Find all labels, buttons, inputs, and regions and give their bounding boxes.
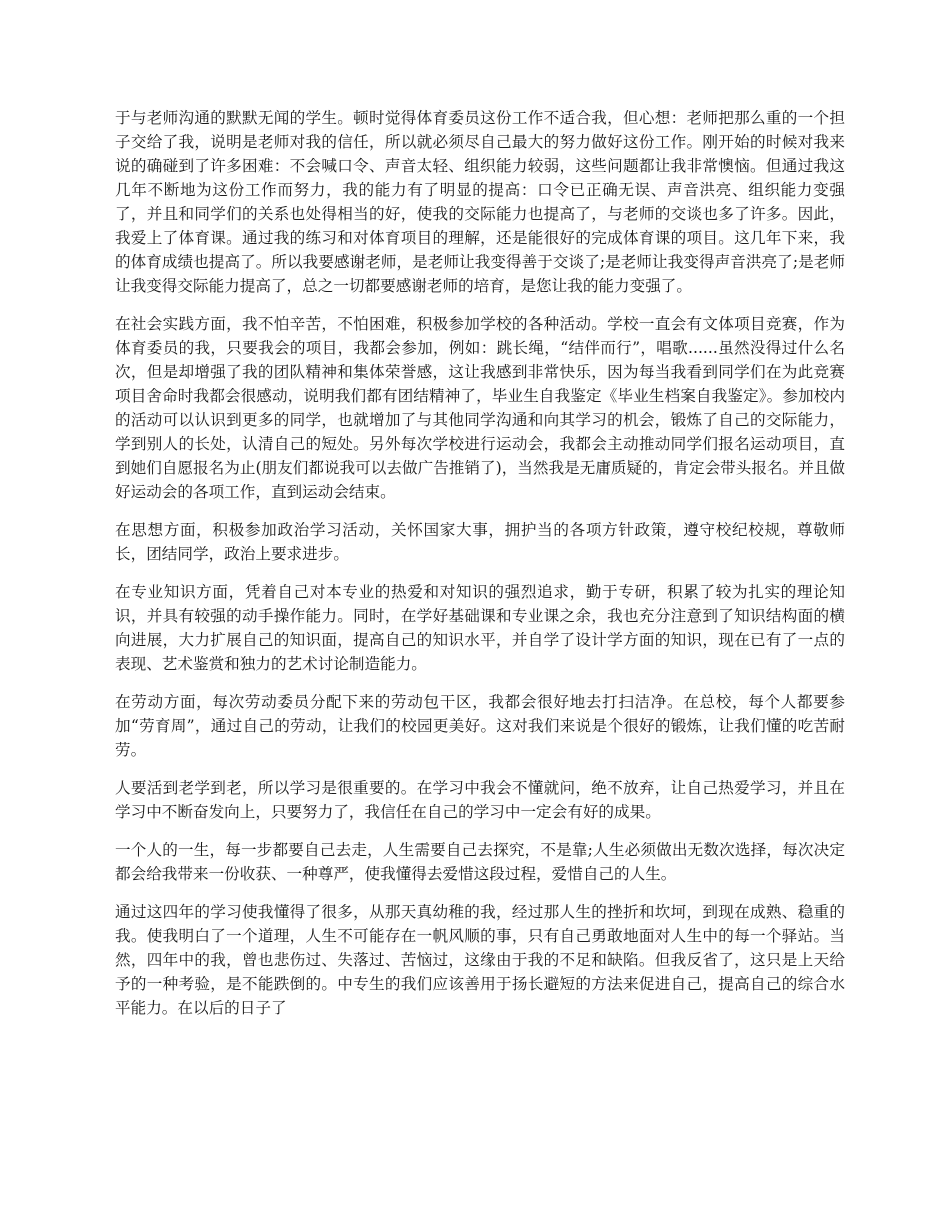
paragraph-life-choices: 一个人的一生，每一步都要自己去走，人生需要自己去探究，不是靠;人生必须做出无数次选择，每次决定都会给我带来一份收获、一种尊严，使我懂得去爱惜这段过程，爱惜自己的人生。 (115, 841, 845, 883)
paragraph-lifelong-learning: 人要活到老学到老，所以学习是很重要的。在学习中我会不懂就问，绝不放弃，让自己热爱学习，并且在学习中不断奋发向上，只要努力了，我信任在自己的学习中一定会有好的成果。 (115, 779, 845, 821)
paragraph-ideology: 在思想方面，积极参加政治学习活动，关怀国家大事，拥护当的各项方针政策，遵守校纪校规，尊敬师长，团结同学，政治上要求进步。 (115, 521, 845, 563)
paragraph-social-practice: 在社会实践方面，我不怕辛苦，不怕困难，积极参加学校的各种活动。学校一直会有文体项目竞赛，作为体育委员的我，只要我会的项目，我都会参加，例如：跳长绳，“结伴而行”，唱歌......虽然没得过什么名次，但是却增强了我的团队精神和集体荣誉感，这让我感到非常快乐，因为每当我看到同学们在为此竞赛项目舍命时我都会很感动，说明我们都有团结精神了，毕业生自我鉴定《毕业生档案自我鉴定》。参加校内的活动可以认识到更多的同学，也就增加了与其他同学沟通和向其学习的机会，锻炼了自己的交际能力，学到别人的长处，认清自己的短处。另外每次学校进行运动会，我都会主动推动同学们报名运动项目，直到她们自愿报名为止(朋友们都说我可以去做广告推销了)，当然我是无庸质疑的，肯定会带头报名。并且做好运动会的各项工作，直到运动会结束。 (115, 315, 845, 501)
paragraph-labor: 在劳动方面，每次劳动委员分配下来的劳动包干区，我都会很好地去打扫洁净。在总校，每个人都要参加“劳育周”，通过自己的劳动，让我们的校园更美好。这对我们来说是个很好的锻炼，让我们懂的吃苦耐劳。 (115, 693, 845, 759)
paragraph-sports-committee: 于与老师沟通的默默无闻的学生。顿时觉得体育委员这份工作不适合我，但心想：老师把那么重的一个担子交给了我，说明是老师对我的信任，所以就必须尽自己最大的努力做好这份工作。刚开始的时候对我来说的确碰到了许多困难：不会喊口令、声音太轻、组织能力较弱，这些问题都让我非常懊恼。但通过我这几年不断地为这份工作而努力，我的能力有了明显的提高：口令已正确无误、声音洪亮、组织能力变强了，并且和同学们的关系也处得相当的好，使我的交际能力也提高了，与老师的交谈也多了许多。因此，我爱上了体育课。通过我的练习和对体育项目的理解，还是能很好的完成体育课的项目。这几年下来，我的体育成绩也提高了。所以我要感谢老师，是老师让我变得善于交谈了;是老师让我变得声音洪亮了;是老师让我变得交际能力提高了，总之一切都要感谢老师的培育，是您让我的能力变强了。 (115, 109, 845, 295)
document-body (115, 106, 845, 1034)
paragraph-professional-knowledge: 在专业知识方面，凭着自己对本专业的热爱和对知识的强烈追求，勤于专研，积累了较为扎实的理论知识，并具有较强的动手操作能力。同时，在学好基础课和专业课之余，我也充分注意到了知识结构面的横向进展，大力扩展自己的知识面，提高自己的知识水平，并自学了设计学方面的知识，现在已有了一点的表现、艺术鉴赏和独力的艺术讨论制造能力。 (115, 583, 845, 673)
paragraph-four-years: 通过这四年的学习使我懂得了很多，从那天真幼稚的我，经过那人生的挫折和坎坷，到现在成熟、稳重的我。使我明白了一个道理，人生不可能存在一帆风顺的事，只有自己勇敢地面对人生中的每一个驿站。当然，四年中的我，曾也悲伤过、失落过、苦恼过，这缘由于我的不足和缺陷。但我反省了，这只是上天给予的一种考验，是不能跌倒的。中专生的我们应该善用于扬长避短的方法来促进自己，提高自己的综合水平能力。在以后的日子了 (115, 903, 845, 1017)
